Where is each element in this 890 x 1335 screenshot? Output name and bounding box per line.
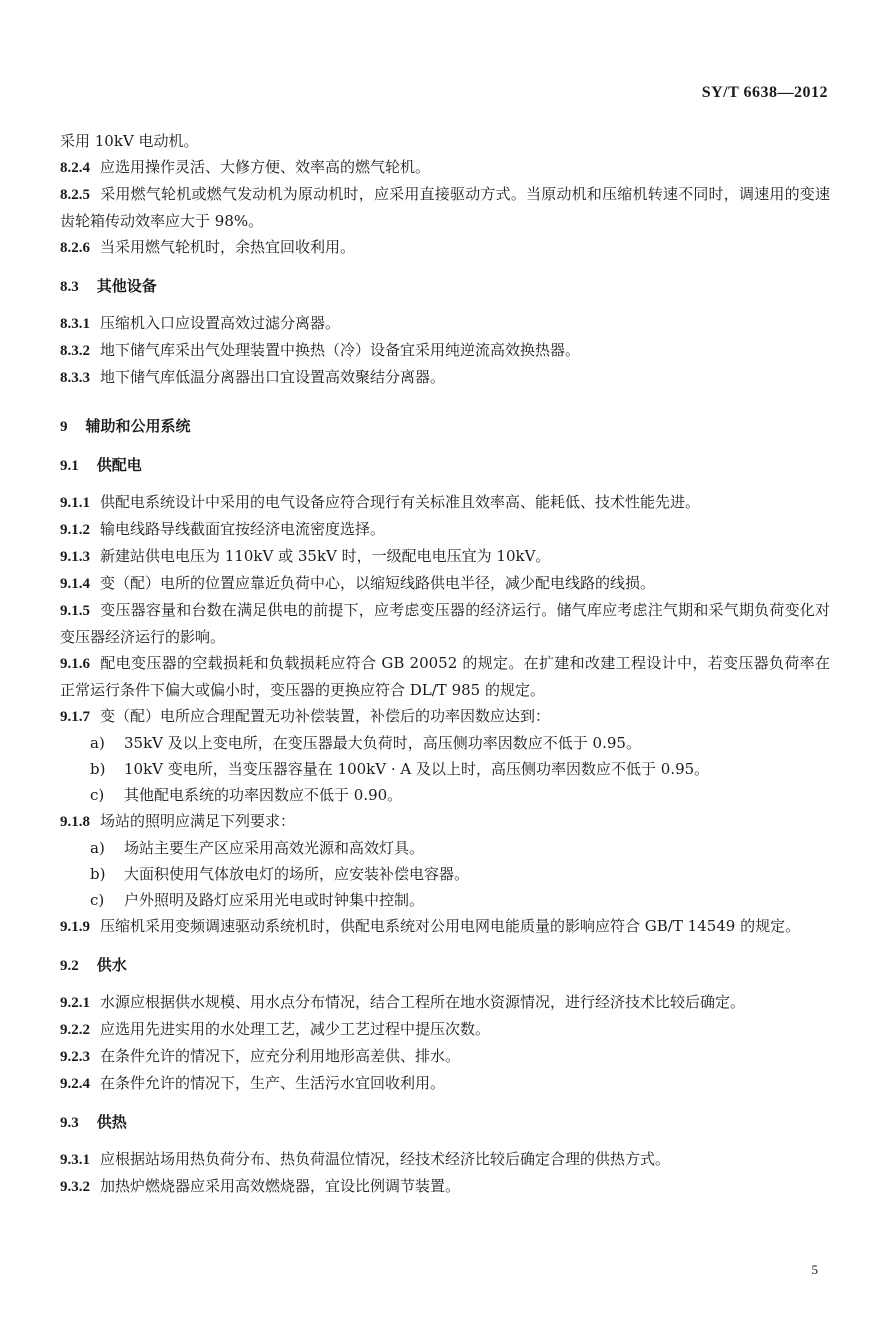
clause-text: 应根据站场用热负荷分布、热负荷温位情况，经技术经济比较后确定合理的供热方式。 xyxy=(100,1150,671,1168)
list-item-marker: b) xyxy=(90,865,106,883)
clause-number: 9.3 xyxy=(60,1115,79,1131)
clause-text: 加热炉燃烧器应采用高效燃烧器，宜设比例调节装置。 xyxy=(100,1177,461,1195)
clause-text: 水源应根据供水规模、用水点分布情况，结合工程所在地水资源情况，进行经济技术比较后确定。 xyxy=(100,993,746,1011)
clause-number: 9.1.6 xyxy=(60,656,90,672)
clause-text: 供配电 xyxy=(96,456,142,474)
clause-paragraph xyxy=(60,181,830,234)
clause-paragraph xyxy=(60,808,830,835)
clause-text: 大面积使用气体放电灯的场所，应安装补偿电容器。 xyxy=(124,865,470,883)
clause-text: 地下储气库采出气处理装置中换热（冷）设备宜采用纯逆流高效换热器。 xyxy=(100,341,581,359)
clause-paragraph xyxy=(60,310,830,337)
clause-paragraph xyxy=(60,516,830,543)
clause-paragraph xyxy=(60,1173,830,1200)
clause-number: 9.1.2 xyxy=(60,522,90,538)
clause-number: 8.2.5 xyxy=(60,187,90,203)
clause-number: 9.1.8 xyxy=(60,814,90,830)
list-item-marker: c) xyxy=(90,891,105,909)
subsection-heading xyxy=(60,1109,830,1136)
clause-number: 8.3.3 xyxy=(60,370,90,386)
clause-text: 配电变压器的空载损耗和负载损耗应符合 GB 20052 的规定。在扩建和改建工程设计中，若变压器负荷率在正常运行条件下偏大或偏小时，变压器的更换应符合 DL/T 985 的规定。 xyxy=(60,654,830,699)
clause-number: 9.2.3 xyxy=(60,1049,90,1065)
clause-paragraph xyxy=(60,364,830,391)
clause-text: 压缩机入口应设置高效过滤分离器。 xyxy=(100,314,341,332)
clause-paragraph xyxy=(60,1070,830,1097)
clause-text: 其他设备 xyxy=(96,277,157,295)
clause-paragraph xyxy=(60,597,830,650)
clause-text: 变（配）电所应合理配置无功补偿装置，补偿后的功率因数应达到： xyxy=(100,707,551,725)
clause-number: 8.3.2 xyxy=(60,343,90,359)
standard-code: SY/T 6638—2012 xyxy=(701,84,828,101)
list-item xyxy=(60,782,830,808)
clause-text: 新建站供电电压为 110kV 或 35kV 时，一级配电电压宜为 10kV。 xyxy=(100,547,551,565)
list-item-marker: a) xyxy=(90,734,105,752)
clause-text: 应选用操作灵活、大修方便、效率高的燃气轮机。 xyxy=(100,158,431,176)
clause-paragraph xyxy=(60,1016,830,1043)
clause-text: 当采用燃气轮机时，余热宜回收利用。 xyxy=(100,238,356,256)
clause-text: 10kV 变电所，当变压器容量在 100kV · A 及以上时，高压侧功率因数应不低于 0.95。 xyxy=(124,760,710,778)
subsection-heading xyxy=(60,952,830,979)
clause-number: 9.1.7 xyxy=(60,709,90,725)
clause-paragraph xyxy=(60,234,830,261)
clause-text: 在条件允许的情况下，应充分利用地形高差供、排水。 xyxy=(100,1047,461,1065)
clause-text: 35kV 及以上变电所，在变压器最大负荷时，高压侧功率因数应不低于 0.95。 xyxy=(124,734,641,752)
list-item-marker: a) xyxy=(90,839,105,857)
clause-number: 9.1.1 xyxy=(60,495,90,511)
clause-number: 9.2.1 xyxy=(60,995,90,1011)
clause-text: 地下储气库低温分离器出口宜设置高效聚结分离器。 xyxy=(100,368,446,386)
clause-paragraph xyxy=(60,489,830,516)
clause-text: 输电线路导线截面宜按经济电流密度选择。 xyxy=(100,520,386,538)
clause-paragraph xyxy=(60,1043,830,1070)
clause-number: 9.2 xyxy=(60,958,79,974)
clause-text: 场站的照明应满足下列要求： xyxy=(100,812,296,830)
clause-paragraph xyxy=(60,913,830,940)
clause-text: 户外照明及路灯应采用光电或时钟集中控制。 xyxy=(124,891,425,909)
list-item-marker: c) xyxy=(90,786,105,804)
clause-number: 8.3.1 xyxy=(60,316,90,332)
clause-number: 8.2.6 xyxy=(60,240,90,256)
clause-text: 应选用先进实用的水处理工艺，减少工艺过程中提压次数。 xyxy=(100,1020,491,1038)
clause-paragraph xyxy=(60,989,830,1016)
clause-text: 采用燃气轮机或燃气发动机为原动机时，应采用直接驱动方式。当原动机和压缩机转速不同时，调速用的变速齿轮箱传动效率应大于 98%。 xyxy=(60,185,830,230)
clause-text: 变压器容量和台数在满足供电的前提下，应考虑变压器的经济运行。储气库应考虑注气期和采气期负荷变化对变压器经济运行的影响。 xyxy=(60,601,830,646)
clause-paragraph xyxy=(60,128,830,154)
document-body xyxy=(60,128,830,1200)
clause-paragraph xyxy=(60,543,830,570)
clause-number: 9.1.5 xyxy=(60,603,90,619)
clause-number: 9.1.9 xyxy=(60,919,90,935)
clause-text: 压缩机采用变频调速驱动系统机时，供配电系统对公用电网电能质量的影响应符合 GB/T 14549 的规定。 xyxy=(100,917,801,935)
section-heading xyxy=(60,413,830,440)
clause-number: 9.2.2 xyxy=(60,1022,90,1038)
clause-paragraph xyxy=(60,703,830,730)
list-item-marker: b) xyxy=(90,760,106,778)
clause-text: 变（配）电所的位置应靠近负荷中心，以缩短线路供电半径，减少配电线路的线损。 xyxy=(100,574,656,592)
subsection-heading xyxy=(60,452,830,479)
clause-number: 9.1 xyxy=(60,458,79,474)
clause-paragraph xyxy=(60,337,830,364)
list-item xyxy=(60,730,830,756)
clause-number: 9 xyxy=(60,419,68,435)
list-item xyxy=(60,756,830,782)
list-item xyxy=(60,861,830,887)
clause-number: 9.3.2 xyxy=(60,1179,90,1195)
clause-number: 9.1.3 xyxy=(60,549,90,565)
list-item xyxy=(60,887,830,913)
clause-text: 其他配电系统的功率因数应不低于 0.90。 xyxy=(124,786,403,804)
clause-text: 场站主要生产区应采用高效光源和高效灯具。 xyxy=(124,839,425,857)
clause-text: 辅助和公用系统 xyxy=(85,417,191,435)
clause-paragraph xyxy=(60,650,830,703)
clause-text: 在条件允许的情况下，生产、生活污水宜回收利用。 xyxy=(100,1074,446,1092)
subsection-heading xyxy=(60,273,830,300)
clause-number: 8.3 xyxy=(60,279,79,295)
clause-number: 9.3.1 xyxy=(60,1152,90,1168)
clause-number: 8.2.4 xyxy=(60,160,90,176)
clause-number: 9.2.4 xyxy=(60,1076,90,1092)
page-number: 5 xyxy=(811,1262,818,1277)
clause-paragraph xyxy=(60,570,830,597)
clause-text: 供水 xyxy=(96,956,127,974)
clause-text: 供热 xyxy=(96,1113,127,1131)
clause-paragraph xyxy=(60,154,830,181)
clause-paragraph xyxy=(60,1146,830,1173)
clause-number: 9.1.4 xyxy=(60,576,90,592)
clause-text: 采用 10kV 电动机。 xyxy=(60,132,199,150)
clause-text: 供配电系统设计中采用的电气设备应符合现行有关标准且效率高、能耗低、技术性能先进。 xyxy=(100,493,701,511)
list-item xyxy=(60,835,830,861)
